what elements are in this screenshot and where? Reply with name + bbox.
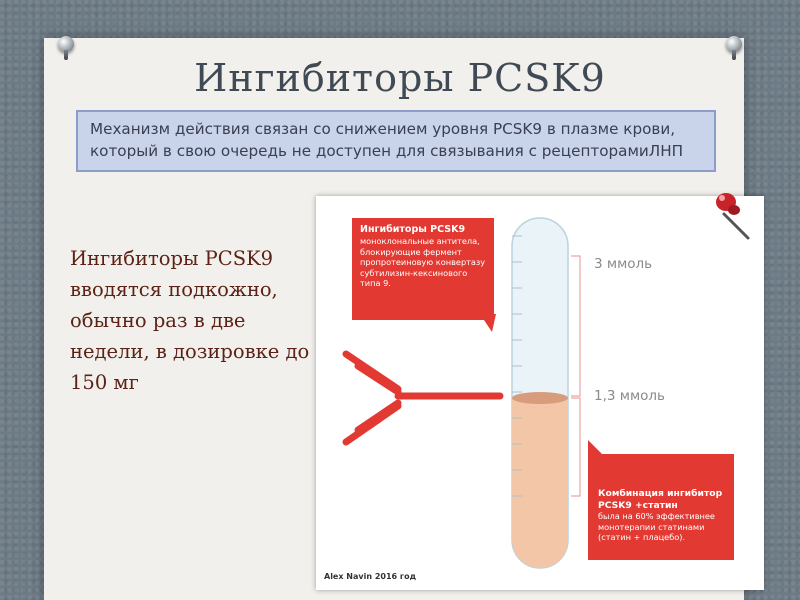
slide-title: Ингибиторы PCSK9 <box>194 56 606 100</box>
figure-credit: Alex Navin 2016 год <box>324 572 417 581</box>
level-bracket-low <box>571 398 580 496</box>
pushpin-icon <box>58 36 74 52</box>
red-pushpin-icon <box>712 186 756 242</box>
pushpin-icon <box>726 36 742 52</box>
callout-combination <box>588 454 734 560</box>
callout-inhibitors-title: Ингибиторы PCSK9 <box>360 224 466 235</box>
antibody-icon <box>346 354 500 442</box>
side-description: Ингибиторы PCSK9 вводятся подкожно, обычно раз в две недели, в дозировке до 150 мг <box>70 247 310 394</box>
infographic-figure <box>316 196 764 590</box>
callout-combination-title: Комбинация ингибитор PCSK9 +статин <box>598 488 723 511</box>
level-low-label: 1,3 ммоль <box>594 388 665 404</box>
callout-inhibitors <box>352 218 494 320</box>
callout-pointer <box>588 440 602 454</box>
level-high-label: 3 ммоль <box>594 256 653 272</box>
callout-inhibitors-text: моноклональные антитела, блокирующие фермент пропротеиновую конвертазу субтилизин-кексинового типа 9. <box>360 236 486 288</box>
level-bracket-high <box>571 256 580 396</box>
test-tube-icon <box>512 218 568 568</box>
mechanism-box: Механизм действия связан со снижением уровня PCSK9 в плазме крови, который в свою очередь не доступен для связывания с рецепторамиЛНП <box>76 110 716 172</box>
callout-combination-text: была на 60% эффективнее монотерапии статинами (статин + плацебо). <box>598 511 715 542</box>
